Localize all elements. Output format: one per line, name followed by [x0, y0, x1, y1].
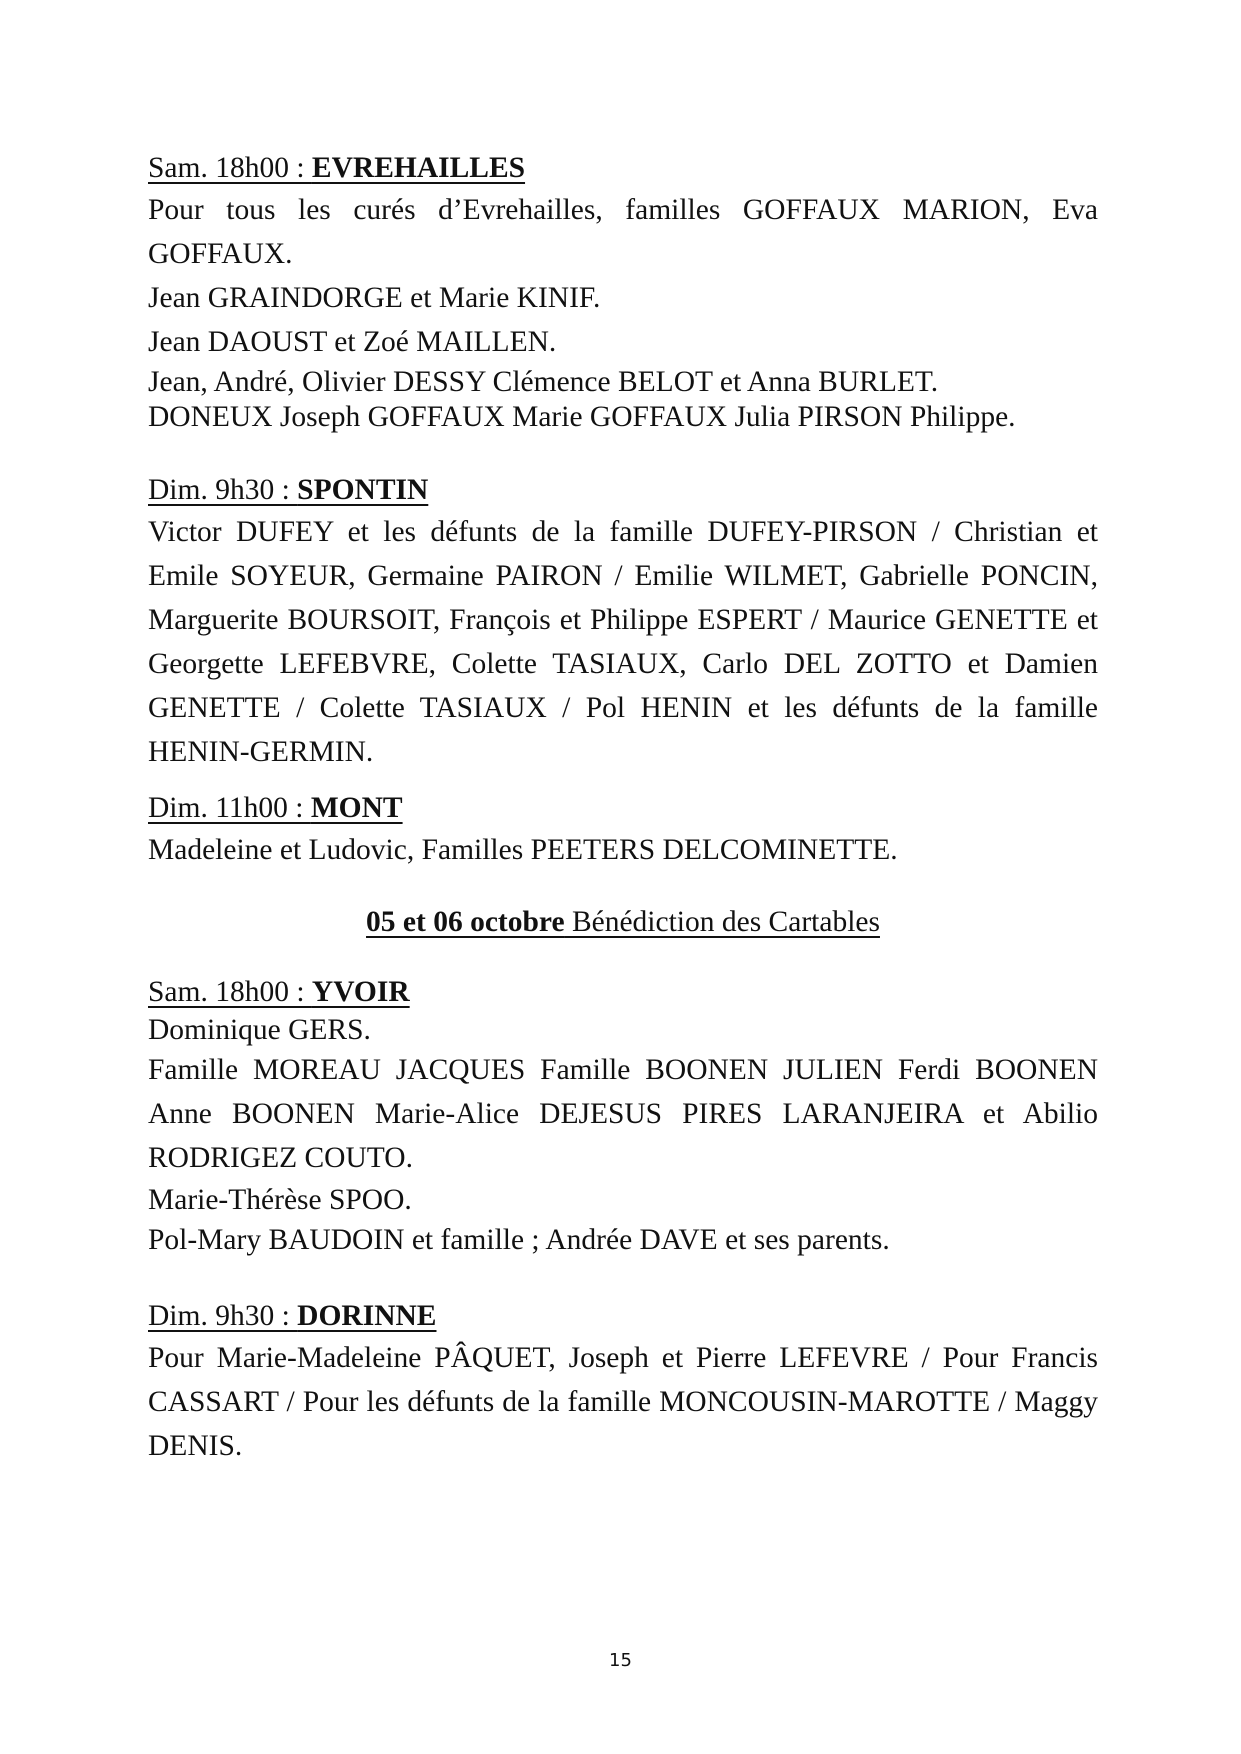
- intention-line: Pour Marie-Madeleine PÂQUET, Joseph et Pierre LEFEVRE / Pour Francis CASSART / Pour les défunts de la famille MONCOUSIN-MAROTTE / Maggy DENIS.: [148, 1342, 1098, 1462]
- place-name: MONT: [310, 792, 403, 824]
- section-heading: [148, 148, 1098, 188]
- place-name: DORINNE: [297, 1300, 437, 1332]
- section-heading: [148, 1296, 1098, 1336]
- page-number: 15: [609, 1650, 632, 1671]
- mass-section-dorinne: [148, 1296, 1098, 1468]
- mass-section-yvoir: [148, 972, 1098, 1260]
- time-label: Dim. 11h00 :: [148, 792, 311, 824]
- intention-line: Famille MOREAU JACQUES Famille BOONEN JULIEN Ferdi BOONEN Anne BOONEN Marie-Alice DEJESUS PIRES LARANJEIRA et Abilio RODRIGEZ COUTO.: [148, 1054, 1098, 1174]
- time-label: Dim. 9h30 :: [148, 1300, 298, 1332]
- place-name: SPONTIN: [297, 474, 429, 506]
- place-name: EVREHAILLES: [311, 152, 526, 184]
- weekend-heading: [148, 902, 1098, 942]
- intention-line: Jean GRAINDORGE et Marie KINIF.: [148, 282, 601, 314]
- mass-section-mont: [148, 788, 1098, 872]
- intention-line: Jean, André, Olivier DESSY Clémence BELOT et Anna BURLET.: [148, 366, 939, 398]
- section-heading: [148, 470, 1098, 510]
- weekend-event: Bénédiction des Cartables: [564, 906, 880, 938]
- document-page: [148, 148, 1098, 1468]
- place-name: YVOIR: [311, 976, 410, 1008]
- intention-line: Marie-Thérèse SPOO.: [148, 1184, 412, 1216]
- intention-line: Victor DUFEY et les défunts de la famille DUFEY-PIRSON / Christian et Emile SOYEUR, Germaine PAIRON / Emilie WILMET, Gabrielle PONCIN, Marguerite BOURSOIT, François et Philippe ESPERT / Maurice GENETTE et Georgette LEFEBVRE, Colette TASIAUX, Carlo DEL ZOTTO et Damien GENETTE / Colette TASIAUX / Pol HENIN et les défunts de la famille HENIN-GERMIN.: [148, 516, 1098, 768]
- weekend-date: 05 et 06 octobre: [366, 906, 565, 938]
- intention-line: Jean DAOUST et Zoé MAILLEN.: [148, 326, 557, 358]
- intention-line: Madeleine et Ludovic, Familles PEETERS DELCOMINETTE.: [148, 834, 898, 866]
- section-heading: [148, 972, 1098, 1012]
- time-label: Sam. 18h00 :: [148, 152, 312, 184]
- intention-line: Pour tous les curés d’Evrehailles, familles GOFFAUX MARION, Eva GOFFAUX.: [148, 194, 1098, 270]
- intention-line: Dominique GERS.: [148, 1014, 371, 1046]
- section-heading: [148, 788, 1098, 828]
- time-label: Sam. 18h00 :: [148, 976, 312, 1008]
- mass-section-evrehailles: [148, 148, 1098, 434]
- time-label: Dim. 9h30 :: [148, 474, 298, 506]
- intention-line: DONEUX Joseph GOFFAUX Marie GOFFAUX Julia PIRSON Philippe.: [148, 401, 1016, 433]
- intention-line: Pol-Mary BAUDOIN et famille ; Andrée DAVE et ses parents.: [148, 1224, 890, 1256]
- mass-section-spontin: [148, 470, 1098, 774]
